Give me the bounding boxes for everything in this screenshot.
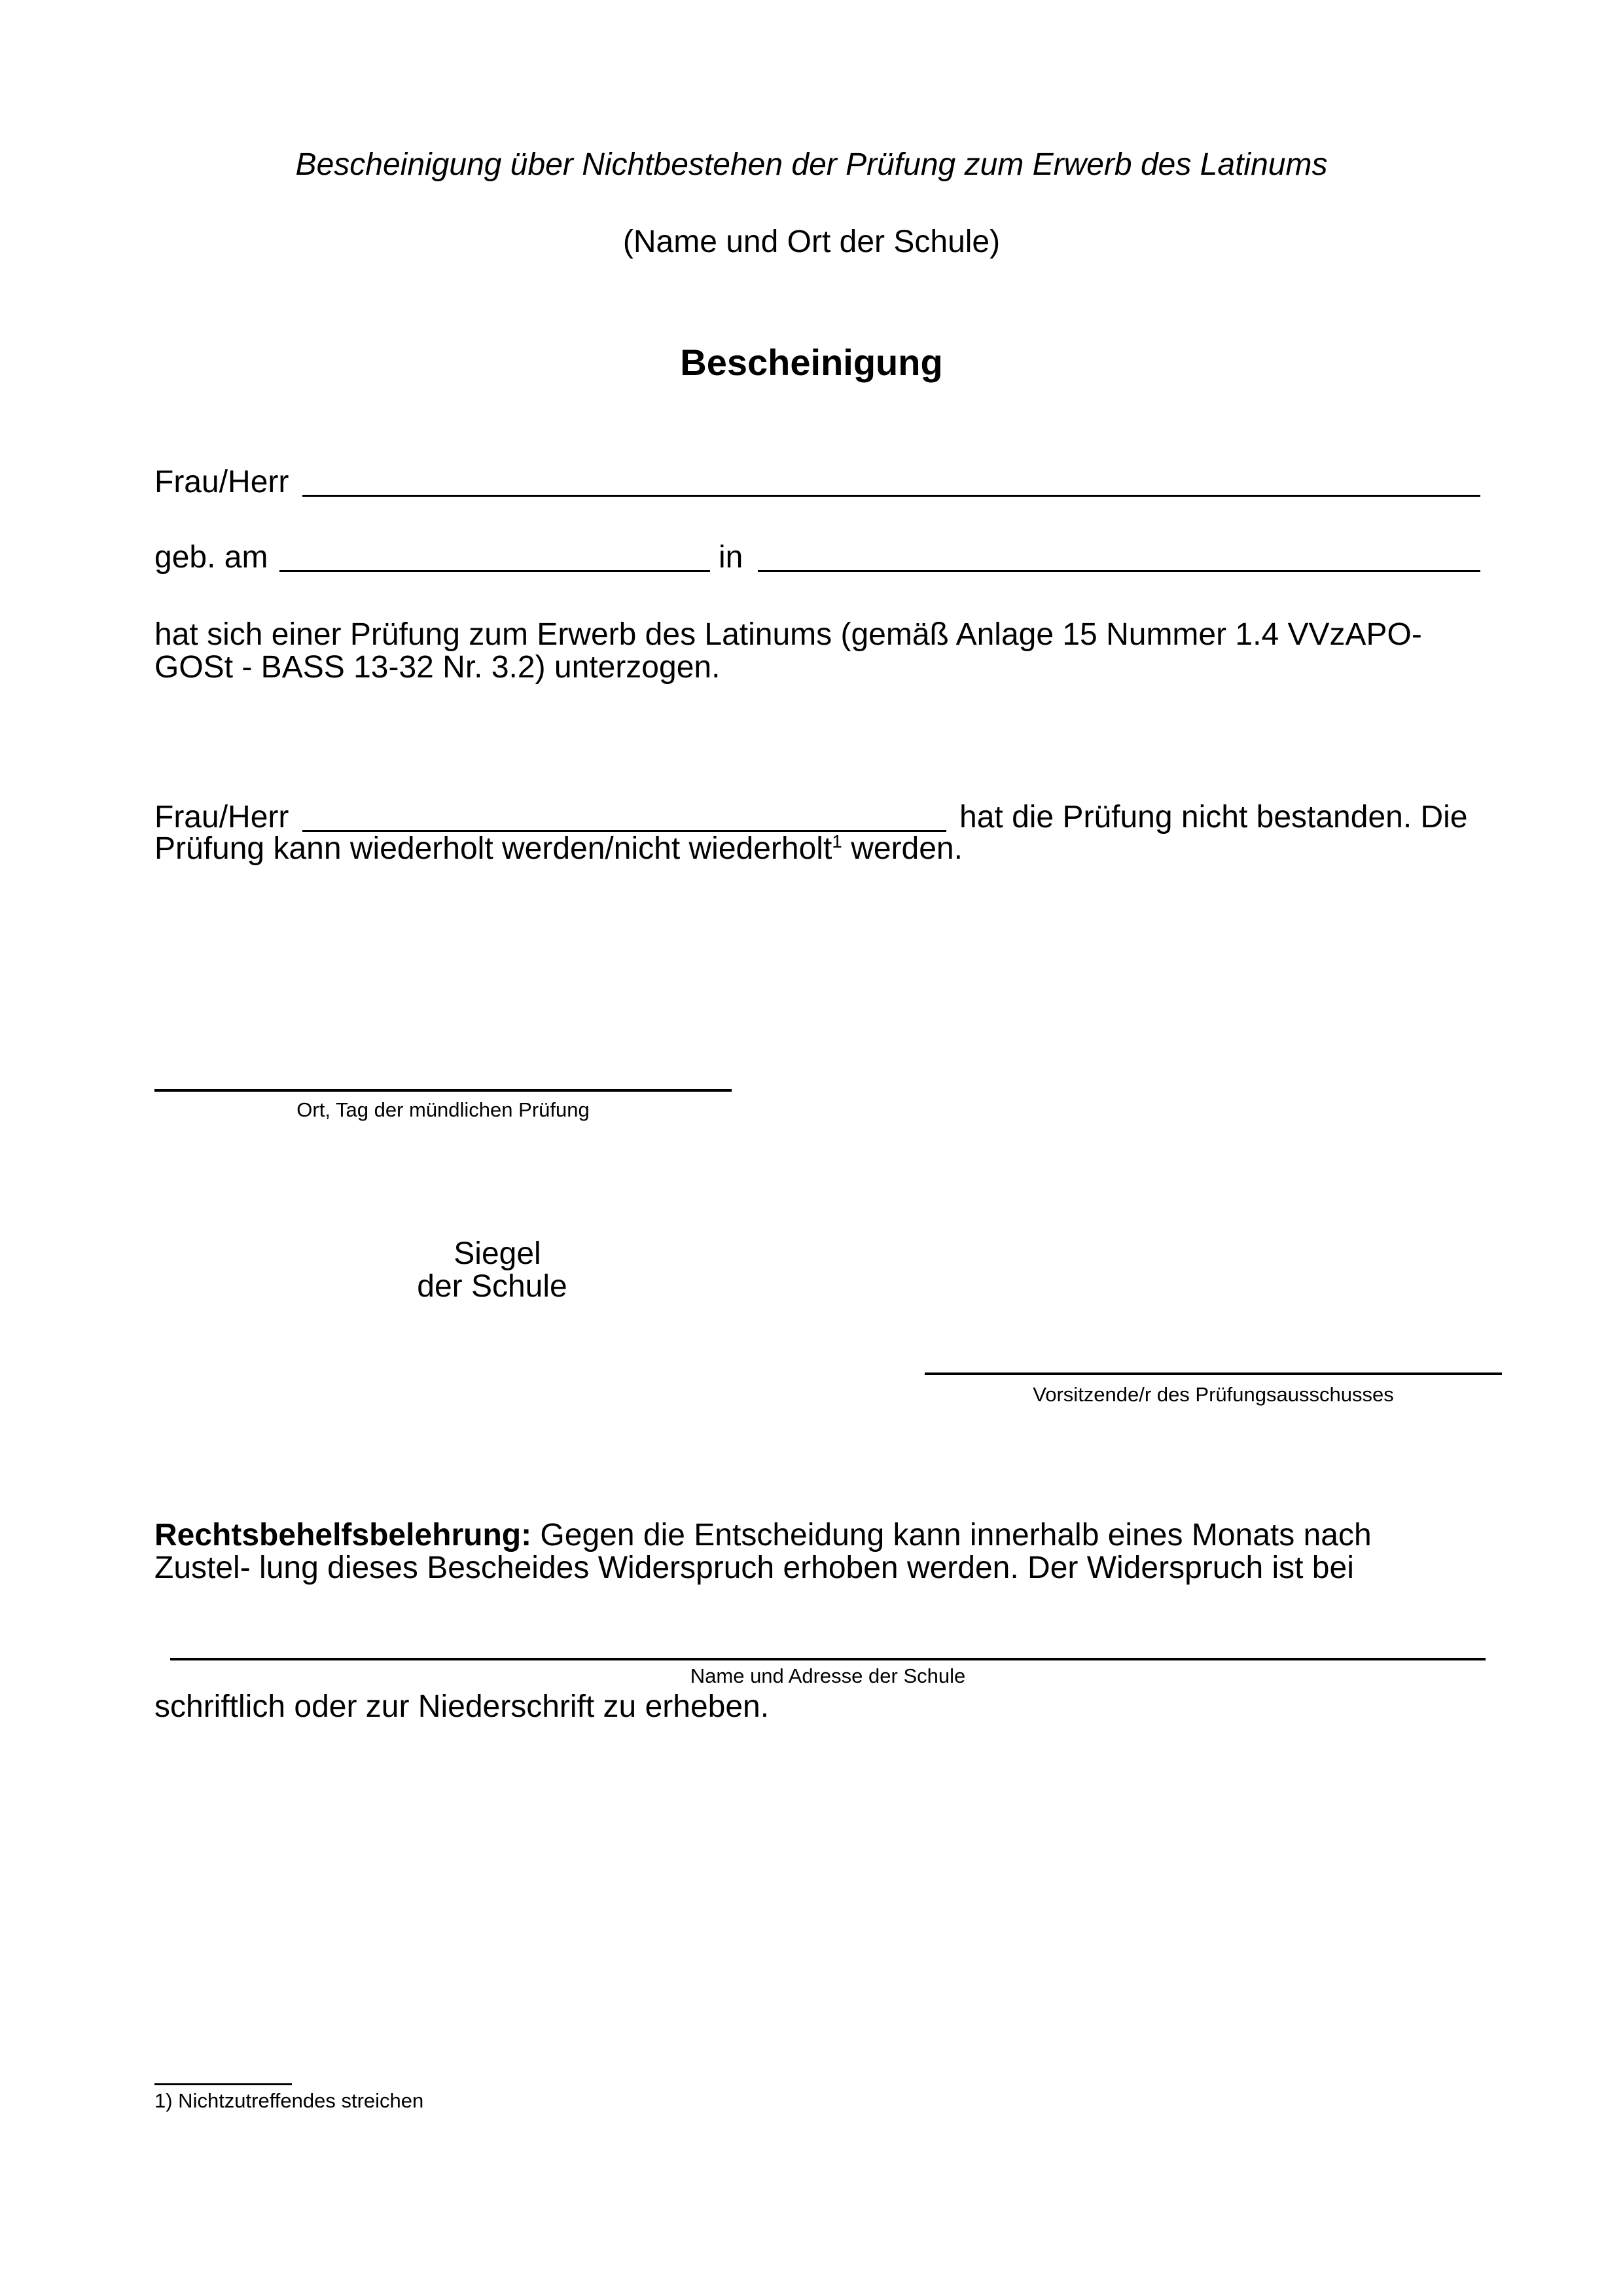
date-signature-line[interactable]: [154, 1089, 732, 1092]
result-repeat-text: [154, 833, 963, 865]
school-address-caption: Name und Adresse der Schule: [690, 1664, 966, 1687]
legal-remedy-line3: schriftlich oder zur Niederschrift zu erheben.: [154, 1689, 770, 1724]
legal-remedy-heading: Rechtsbehelfsbelehrung:: [154, 1518, 532, 1552]
exam-statement-line1: hat sich einer Prüfung zum Erwerb des Latinums (gemäß Anlage 15 Nummer 1.4 VVzAPO-: [154, 617, 1422, 652]
result-repeat-text-end: werden.: [842, 831, 963, 866]
birth-date-label: geb. am: [154, 540, 268, 575]
salutation-label: Frau/Herr: [154, 465, 289, 499]
birth-place-label: in: [719, 540, 743, 575]
result-not-passed-text: hat die Prüfung nicht bestanden. Die: [959, 800, 1468, 834]
result-repeat-text-main: Prüfung kann wiederholt werden/nicht wiederholt: [154, 831, 832, 866]
page-title: Bescheinigung: [680, 342, 943, 383]
school-address-line[interactable]: [170, 1658, 1486, 1660]
seal-label-line1: Siegel: [454, 1236, 541, 1271]
legal-remedy-line2: Zustel- lung dieses Bescheides Widerspruch erhoben werden. Der Widerspruch ist bei: [154, 1551, 1354, 1585]
seal-label-line2: der Schule: [417, 1269, 567, 1304]
birth-date-field-line[interactable]: [279, 570, 710, 572]
legal-remedy-text1: Gegen die Entscheidung kann innerhalb eines Monats nach: [531, 1518, 1372, 1552]
footnote-separator: [154, 2083, 292, 2085]
footnote-mark: 1: [832, 831, 842, 852]
exam-statement-line2: GOSt - BASS 13-32 Nr. 3.2) unterzogen.: [154, 650, 721, 685]
birth-place-field-line[interactable]: [758, 570, 1480, 572]
footnote-text: 1) Nichtzutreffendes streichen: [154, 2089, 424, 2112]
document-subject: Bescheinigung über Nichtbestehen der Prüfung zum Erwerb des Latinums: [295, 147, 1328, 182]
school-name-placeholder: (Name und Ort der Schule): [622, 224, 1001, 259]
chair-caption: Vorsitzende/r des Prüfungsausschusses: [1033, 1383, 1394, 1406]
result-salutation-label: Frau/Herr: [154, 800, 289, 834]
chair-signature-line[interactable]: [925, 1372, 1502, 1375]
date-caption: Ort, Tag der mündlichen Prüfung: [296, 1098, 590, 1121]
name-field-line[interactable]: [302, 495, 1480, 497]
legal-remedy-line1: [154, 1520, 1372, 1551]
